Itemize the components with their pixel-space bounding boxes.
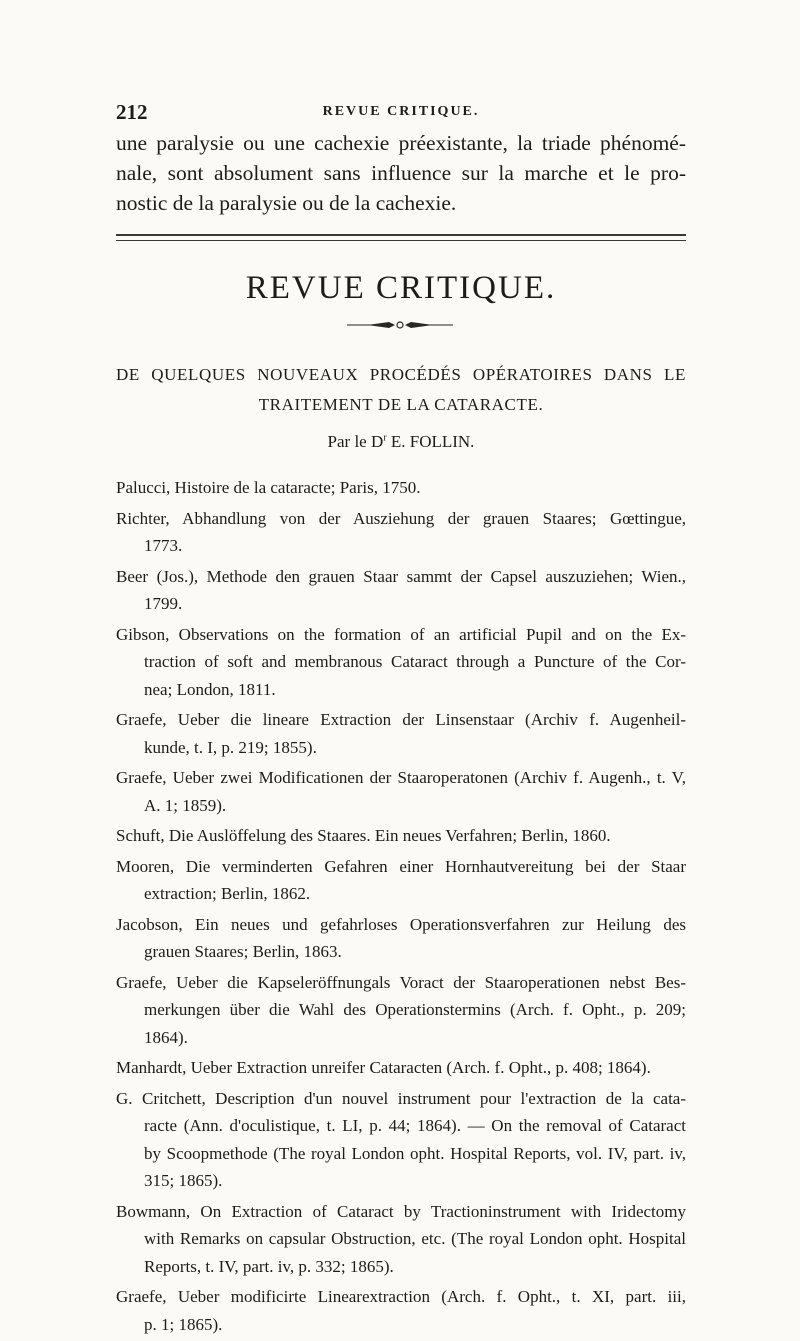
article-title — [116, 360, 686, 420]
reference-line: with Remarks on capsular Obstruction, etc. (The royal London opht. Hospital — [144, 1229, 686, 1248]
reference-entry — [116, 563, 686, 618]
reference-line: Schuft, Die Auslöffelung des Staares. Ein neues Verfahren; Berlin, 1860. — [116, 826, 611, 845]
reference-line: Bowmann, On Extraction of Cataract by Tractioninstrument with Iridectomy — [116, 1201, 686, 1221]
section-divider — [116, 234, 686, 236]
reference-entry — [116, 853, 686, 908]
reference-line: Reports, t. IV, part. iv, p. 332; 1865). — [144, 1256, 394, 1276]
paragraph-line: nale, sont absolument sans influence sur la marche et le pro- — [116, 161, 686, 185]
reference-entry — [116, 474, 686, 502]
reference-line: 1799. — [144, 594, 183, 613]
reference-line: Richter, Abhandlung von der Ausziehung der grauen Staares; Gœttingue, — [116, 508, 686, 528]
reference-line: Graefe, Ueber die lineare Extraction der Linsenstaar (Archiv f. Augenheil- — [116, 710, 686, 729]
byline-sup: r — [383, 432, 387, 444]
reference-line: A. 1; 1859). — [144, 795, 227, 815]
reference-line: nea; London, 1811. — [144, 679, 276, 699]
reference-line: p. 1; 1865). — [144, 1314, 223, 1334]
paragraph-line: une paralysie ou une cachexie préexistante, la triade phénomé- — [116, 131, 686, 155]
reference-entry — [116, 706, 686, 761]
article-title-line: DE QUELQUES NOUVEAUX PROCÉDÉS OPÉRATOIRES DANS LE — [116, 365, 686, 384]
author-byline — [116, 432, 686, 452]
reference-line: Palucci, Histoire de la cataracte; Paris, 1750. — [116, 478, 421, 497]
page-number: 212 — [116, 100, 148, 124]
reference-entry — [116, 911, 686, 966]
reference-line: Beer (Jos.), Methode den grauen Staar sammt der Capsel auszuziehen; Wien., — [116, 566, 686, 586]
section-title: REVUE CRITIQUE. — [245, 270, 557, 306]
bibliography-list — [116, 474, 686, 1341]
reference-entry — [116, 1085, 686, 1195]
reference-entry — [116, 764, 686, 819]
reference-line: Gibson, Observations on the formation of an artificial Pupil and on the Ex- — [116, 624, 686, 644]
reference-entry — [116, 969, 686, 1052]
reference-line: 315; 1865). — [144, 1171, 223, 1190]
ornament-divider — [345, 318, 455, 332]
reference-line: 1864). — [144, 1027, 188, 1047]
page-header — [116, 100, 686, 126]
reference-entry — [116, 1198, 686, 1281]
reference-line: Graefe, Ueber zwei Modificationen der Staaroperatonen (Archiv f. Augenh., t. V, — [116, 768, 686, 787]
reference-entry — [116, 621, 686, 704]
reference-entry — [116, 1054, 686, 1082]
reference-line: kunde, t. I, p. 219; 1855). — [144, 737, 317, 757]
reference-line: Graefe, Ueber die Kapseleröffnungals Voract der Staaroperationen nebst Bes- — [116, 972, 686, 992]
reference-line: Mooren, Die verminderten Gefahren einer Hornhautvereitung bei der Staar — [116, 856, 686, 876]
byline-prefix: Par le D — [327, 432, 384, 451]
reference-line: traction of soft and membranous Cataract through a Puncture of the Cor- — [144, 652, 686, 671]
reference-line: Jacobson, Ein neues und gefahrloses Operationsverfahren zur Heilung des — [116, 914, 686, 934]
byline-name: E. FOLLIN. — [386, 432, 475, 451]
reference-line: 1773. — [144, 536, 183, 555]
article-title-line: TRAITEMENT DE LA CATARACTE. — [258, 395, 544, 414]
reference-entry — [116, 505, 686, 560]
section-divider — [116, 240, 686, 241]
reference-line: G. Critchett, Description d'un nouvel instrument pour l'extraction de la cata- — [116, 1088, 686, 1108]
reference-line: merkungen über die Wahl des Operationstermins (Arch. f. Opht., p. 209; — [144, 1000, 686, 1019]
reference-line: extraction; Berlin, 1862. — [144, 884, 311, 903]
reference-entry — [116, 1283, 686, 1338]
continued-paragraph — [116, 128, 686, 218]
reference-line: by Scoopmethode (The royal London opht. Hospital Reports, vol. IV, part. iv, — [144, 1143, 686, 1163]
reference-line: racte (Ann. d'oculistique, t. LI, p. 44; 1864). — On the removal of Cataract — [144, 1116, 686, 1135]
reference-line: Manhardt, Ueber Extraction unreifer Cataracten (Arch. f. Opht., p. 408; 1864). — [116, 1058, 651, 1077]
running-head: REVUE CRITIQUE. — [322, 104, 480, 119]
reference-line: Graefe, Ueber modificirte Linearextraction (Arch. f. Opht., t. XI, part. iii, — [116, 1287, 686, 1306]
reference-entry — [116, 822, 686, 850]
paragraph-line: nostic de la paralysie ou de la cachexie. — [116, 191, 457, 215]
reference-line: grauen Staares; Berlin, 1863. — [144, 942, 342, 961]
